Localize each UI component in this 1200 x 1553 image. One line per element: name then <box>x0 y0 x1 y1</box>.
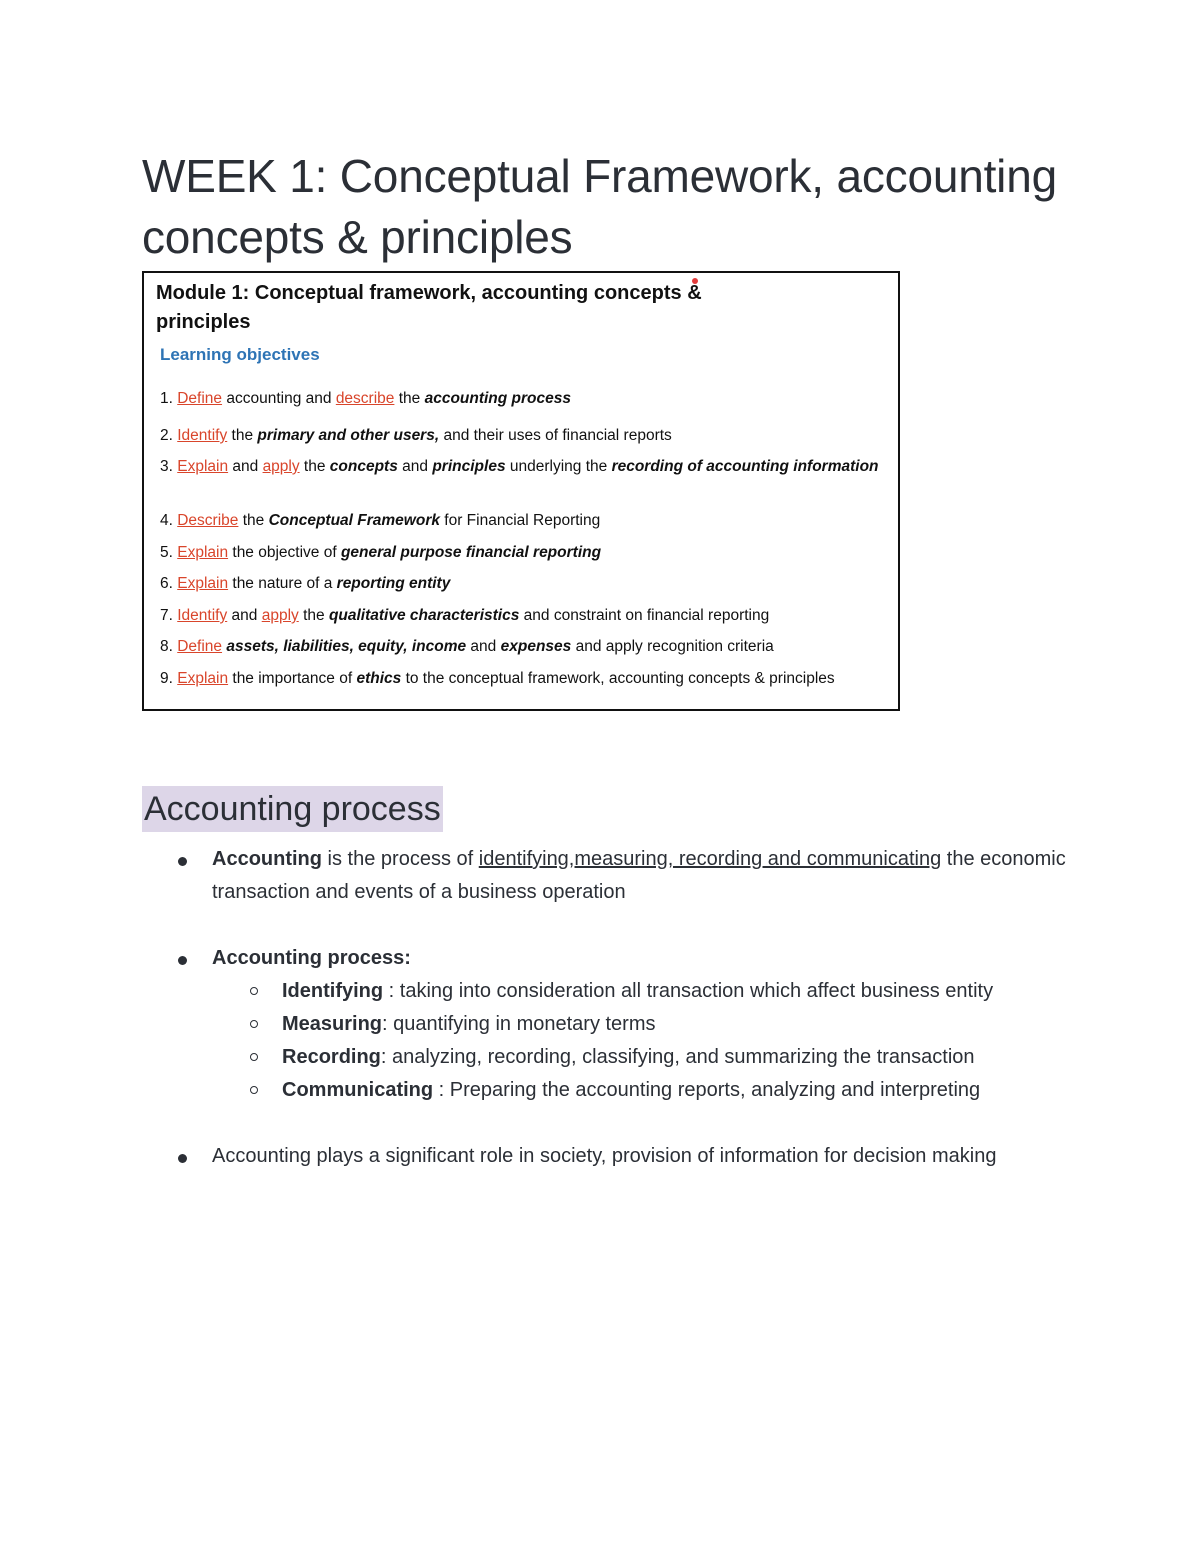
objective-verb: describe <box>335 390 395 407</box>
objective-text: and apply recognition criteria <box>571 638 774 655</box>
bullet-dot-icon <box>178 956 187 965</box>
list-item <box>0 843 1072 909</box>
objective-text: the <box>394 390 425 407</box>
objective-keyterm: qualitative characteristics <box>328 607 520 624</box>
objective-text: to the conceptual framework, accounting concepts & principles <box>401 670 835 687</box>
objective-text: the <box>298 607 329 624</box>
process-step-item <box>212 1074 1200 1107</box>
step-term: Recording <box>282 1046 381 1068</box>
objective-verb: Explain <box>177 575 229 592</box>
module-objectives-image <box>142 271 900 711</box>
step-term: Identifying <box>282 980 384 1002</box>
objective-text: and constraint on financial reporting <box>519 607 770 624</box>
objective-verb: apply <box>262 458 300 475</box>
objective-verb: Explain <box>177 670 229 687</box>
bullet-dot-icon <box>178 1154 187 1163</box>
objective-text: and <box>228 458 263 475</box>
objective-item <box>160 635 880 658</box>
learning-objectives-heading: Learning objectives <box>160 345 320 364</box>
step-separator: : <box>383 980 400 1002</box>
objective-keyterm: reporting entity <box>336 575 451 592</box>
objective-item <box>160 572 880 595</box>
step-separator: : <box>433 1079 450 1101</box>
objective-number: 7. <box>160 607 178 624</box>
term-accounting: Accounting <box>212 848 322 870</box>
objective-keyterm: Conceptual Framework <box>268 512 440 529</box>
objective-keyterm: recording of accounting information <box>611 458 879 475</box>
step-separator: : <box>382 1013 394 1035</box>
spacer <box>0 1107 1200 1140</box>
hollow-bullet-icon <box>250 987 258 995</box>
objective-text: the nature of a <box>228 575 337 592</box>
objective-verb: Define <box>177 390 223 407</box>
step-description: analyzing, recording, classifying, and summarizing the transaction <box>392 1046 975 1068</box>
process-steps-sublist <box>0 975 1200 1107</box>
hollow-bullet-icon <box>250 1020 258 1028</box>
objective-verb: apply <box>261 607 299 624</box>
list-item <box>0 1140 1072 1173</box>
objective-number: 5. <box>160 544 178 561</box>
objective-number: 2. <box>160 427 178 444</box>
objective-keyterm: general purpose financial reporting <box>340 544 602 561</box>
objective-number: 9. <box>160 670 178 687</box>
objective-verb: Describe <box>177 512 239 529</box>
objective-text: the <box>238 512 269 529</box>
accounting-process-label: Accounting process: <box>212 947 411 969</box>
objective-keyterm: ethics <box>356 670 402 687</box>
process-step-item <box>212 1041 1200 1074</box>
objective-verb: Identify <box>177 607 228 624</box>
bullet-dot-icon <box>178 857 187 866</box>
step-term: Measuring <box>282 1013 383 1035</box>
objective-item <box>160 604 880 627</box>
objective-text: accounting and <box>222 390 336 407</box>
step-description: taking into consideration all transaction which affect business entity <box>399 980 994 1002</box>
objective-keyterm: accounting process <box>424 390 572 407</box>
objective-text: the <box>227 427 258 444</box>
objective-number: 6. <box>160 575 178 592</box>
objective-number: 3. <box>160 458 178 475</box>
objective-keyterm: principles <box>432 458 506 475</box>
significance-text: Accounting plays a significant role in society, provision of information for decision making <box>212 1145 997 1167</box>
step-term: Communicating <box>282 1079 434 1101</box>
objective-text: and their uses of financial reports <box>439 427 672 444</box>
objective-text: and <box>397 458 433 475</box>
objective-keyterm: primary and other users, <box>257 427 440 444</box>
process-steps-link[interactable]: identifying,measuring, recording and communicating <box>478 848 942 870</box>
hollow-bullet-icon <box>250 1053 258 1061</box>
objective-item <box>160 541 880 564</box>
objective-number: 4. <box>160 512 178 529</box>
step-separator: : <box>380 1046 393 1068</box>
module-title: Module 1: Conceptual framework, accounting concepts & principles <box>156 282 702 333</box>
sublist-container <box>0 975 1200 1107</box>
objective-item <box>160 387 880 410</box>
step-description: quantifying in monetary terms <box>393 1013 656 1035</box>
spacer <box>0 909 1200 942</box>
objective-item <box>160 455 880 478</box>
objective-item <box>160 424 880 447</box>
objective-item <box>160 667 880 690</box>
objective-keyterm: assets, liabilities, equity, income <box>226 638 467 655</box>
definition-text: is the process of <box>322 848 479 870</box>
objective-verb: Explain <box>177 544 229 561</box>
objective-verb: Identify <box>177 427 228 444</box>
objective-item <box>160 509 880 532</box>
objective-text: for Financial Reporting <box>439 512 601 529</box>
process-step-item <box>212 975 1200 1008</box>
section-heading: Accounting process <box>142 786 443 832</box>
objective-verb: Explain <box>177 458 229 475</box>
objective-text: and <box>227 607 262 624</box>
objective-text: the importance of <box>228 670 357 687</box>
objective-text: and <box>466 638 501 655</box>
accounting-process-bullets <box>0 843 1200 1173</box>
document-title: WEEK 1: Conceptual Framework, accounting concepts & principles <box>142 150 1057 263</box>
objective-text: the <box>299 458 330 475</box>
list-item <box>0 942 1072 975</box>
objective-keyterm: concepts <box>329 458 398 475</box>
objective-keyterm: expenses <box>500 638 572 655</box>
definition-text-end: the economic transaction and events of a business operation <box>212 848 1066 903</box>
objective-verb: Define <box>177 638 223 655</box>
objective-number: 1. <box>160 390 178 407</box>
objective-text: underlying the <box>505 458 612 475</box>
step-description: Preparing the accounting reports, analyzing and interpreting <box>449 1079 981 1101</box>
objective-text: the objective of <box>228 544 341 561</box>
process-step-item <box>212 1008 1200 1041</box>
objective-number: 8. <box>160 638 178 655</box>
hollow-bullet-icon <box>250 1086 258 1094</box>
